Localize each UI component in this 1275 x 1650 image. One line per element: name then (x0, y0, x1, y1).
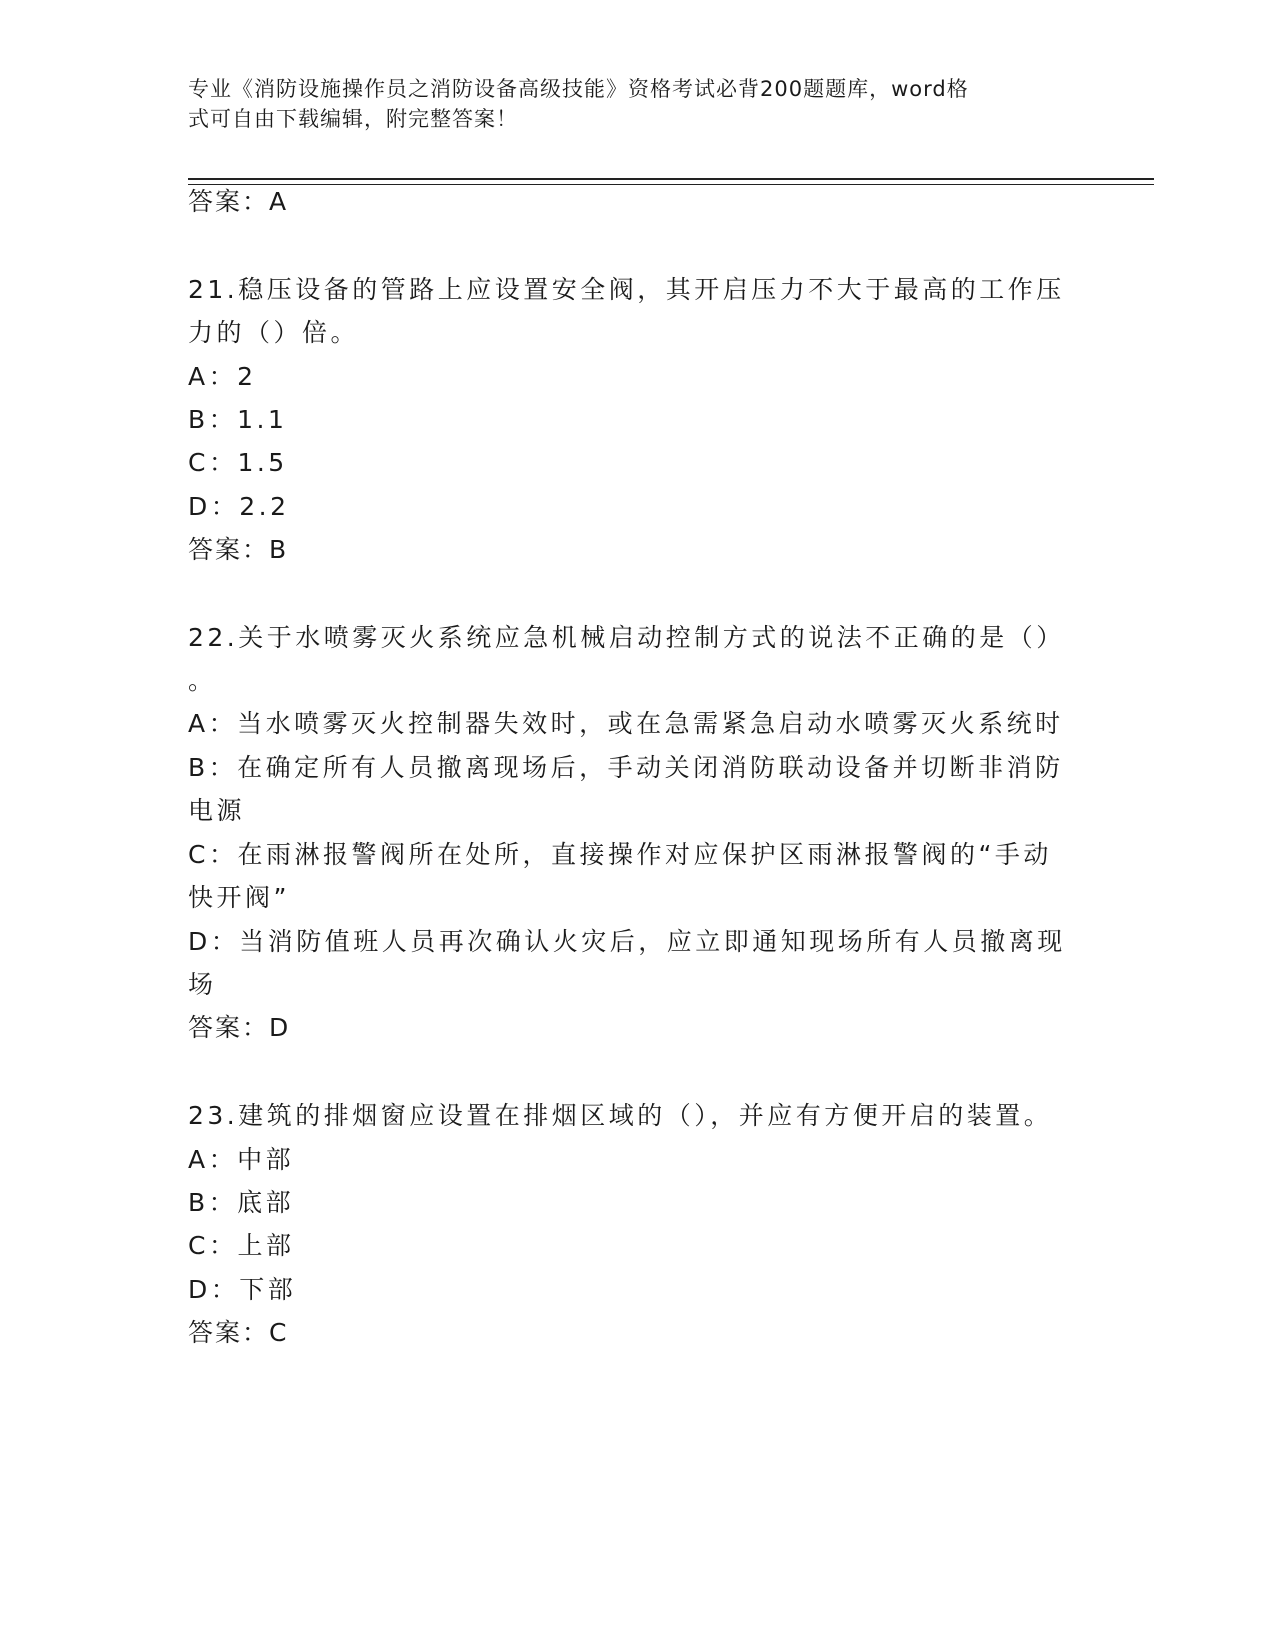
header-divider-thick (188, 178, 1154, 180)
header-line-2: 式可自由下载编辑，附完整答案！ (188, 107, 518, 131)
question-21-option-d: D：2.2 (188, 492, 290, 521)
question-21-stem-line-1: 21.稳压设备的管路上应设置安全阀，其开启压力不大于最高的工作压 (188, 275, 1065, 304)
question-23-answer: 答案：C (188, 1318, 289, 1347)
question-21-option-b: B：1.1 (188, 405, 288, 434)
question-22-option-c-line-1: C：在雨淋报警阀所在处所，直接操作对应保护区雨淋报警阀的“手动 (188, 840, 1052, 869)
question-22-stem-line-1: 22.关于水喷雾灭火系统应急机械启动控制方式的说法不正确的是（） (188, 623, 1065, 652)
question-21-option-c: C：1.5 (188, 448, 288, 477)
question-21-answer: 答案：B (188, 535, 289, 564)
question-22-option-a: A：当水喷雾灭火控制器失效时，或在急需紧急启动水喷雾灭火系统时 (188, 709, 1064, 738)
question-21-option-a: A：2 (188, 362, 257, 391)
question-22-option-d-line-2: 场 (188, 970, 217, 999)
question-22-option-b-line-2: 电源 (188, 796, 246, 825)
question-23-stem: 23.建筑的排烟窗应设置在排烟区域的（），并应有方便开启的装置。 (188, 1101, 1053, 1130)
header-line-1: 专业《消防设施操作员之消防设备高级技能》资格考试必背200题题库，word格 (188, 77, 969, 101)
question-21-stem-line-2: 力的（）倍。 (188, 318, 360, 347)
question-22-option-d-line-1: D：当消防值班人员再次确认火灾后，应立即通知现场所有人员撤离现 (188, 927, 1066, 956)
document-header (188, 74, 1078, 134)
question-23-option-a: A：中部 (188, 1145, 295, 1174)
question-23-option-d: D：下部 (188, 1275, 297, 1304)
question-22-option-b-line-1: B：在确定所有人员撤离现场后，手动关闭消防联动设备并切断非消防 (188, 753, 1064, 782)
question-23-option-c: C：上部 (188, 1231, 295, 1260)
question-22-answer: 答案：D (188, 1013, 291, 1042)
question-22-option-c-line-2: 快开阀” (188, 883, 290, 912)
previous-answer: 答案：A (188, 187, 289, 216)
header-divider-thin (188, 184, 1154, 185)
question-22-stem-line-2: 。 (188, 666, 217, 695)
question-23-option-b: B：底部 (188, 1188, 295, 1217)
